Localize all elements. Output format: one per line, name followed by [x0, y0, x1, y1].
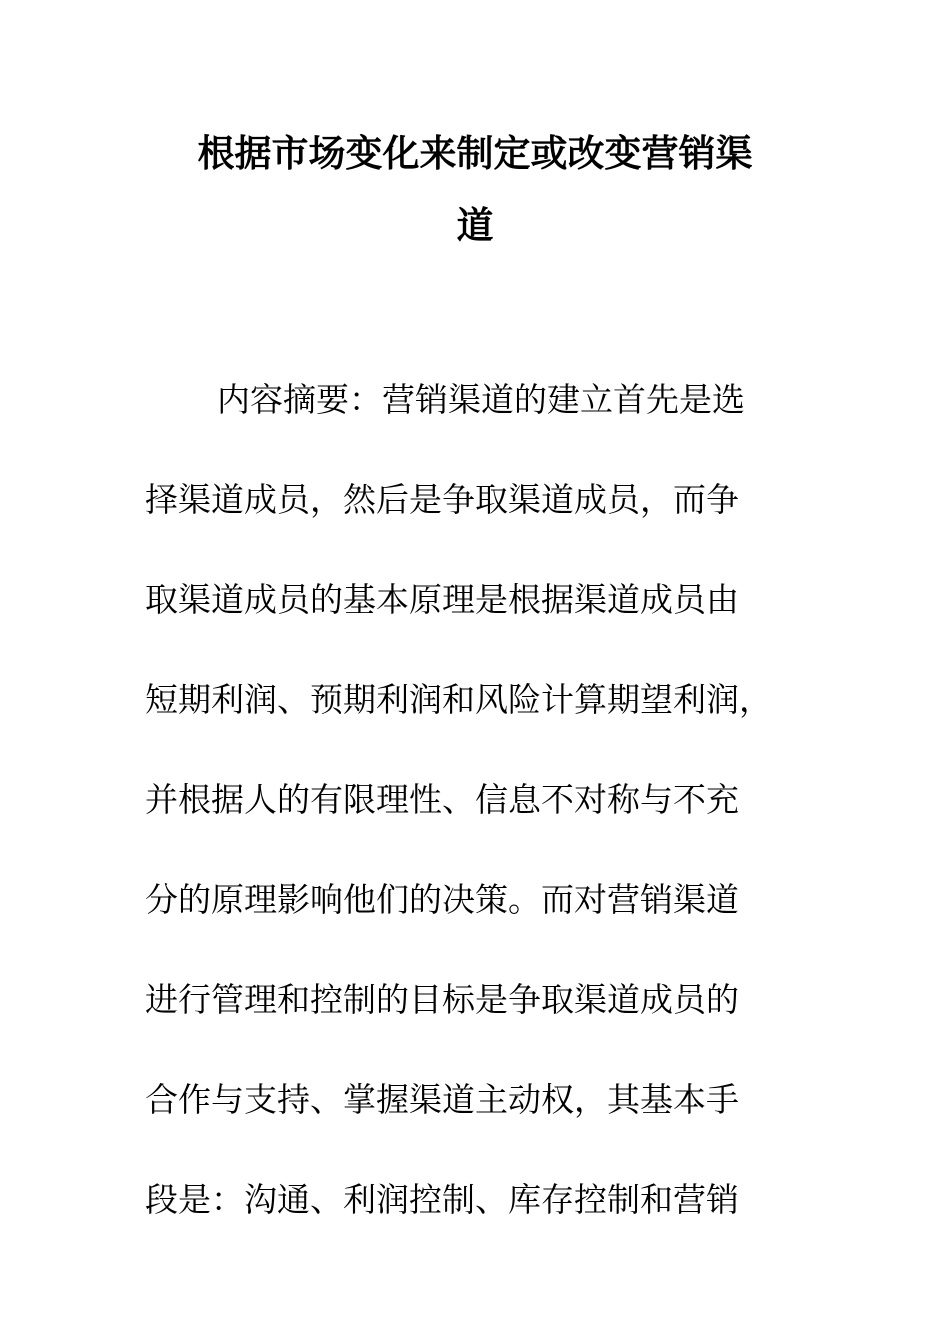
- body-line-6: 分的原理影响他们的决策。而对营销渠道: [145, 880, 739, 919]
- body-line-9: 段是：沟通、利润控制、库存控制和营销: [145, 1180, 739, 1219]
- document-title: [145, 118, 805, 262]
- body-line-7: 进行管理和控制的目标是争取渠道成员的: [145, 980, 739, 1019]
- title-line-1: 根据市场变化来制定或改变营销渠: [197, 132, 753, 175]
- body-line-1: 内容摘要：营销渠道的建立首先是选: [217, 380, 745, 419]
- body-line-2: 择渠道成员，然后是争取渠道成员，而争: [145, 480, 739, 519]
- body-line-4: 短期利润、预期利润和风险计算期望利润，: [145, 680, 772, 719]
- title-line-2: 道: [456, 204, 494, 247]
- body-line-5: 并根据人的有限理性、信息不对称与不充: [145, 780, 739, 819]
- body-line-3: 取渠道成员的基本原理是根据渠道成员由: [145, 580, 739, 619]
- body-line-8: 合作与支持、掌握渠道主动权，其基本手: [145, 1080, 739, 1119]
